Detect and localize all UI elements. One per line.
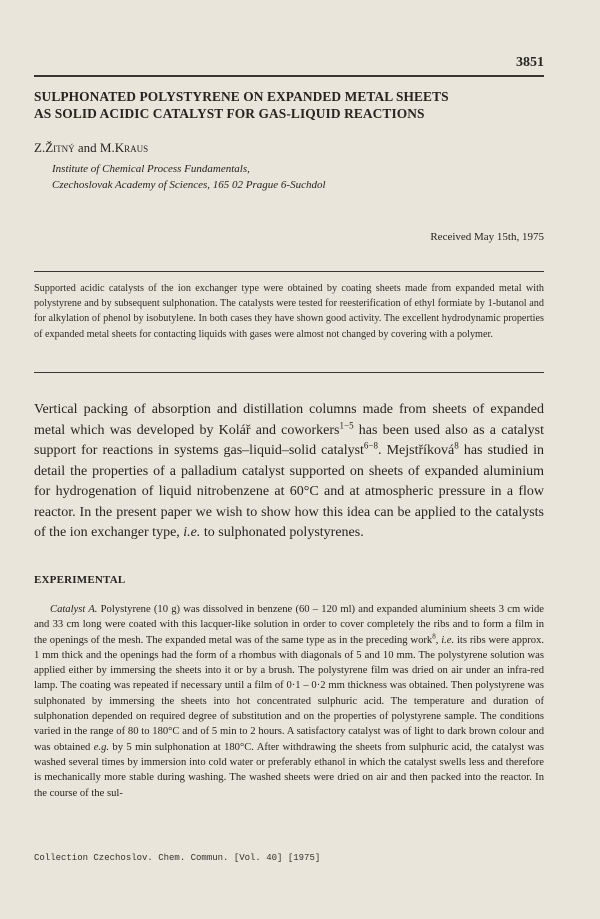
author-conjunction: and (74, 140, 100, 155)
abstract-rule-top (34, 271, 544, 272)
introduction-paragraph (34, 400, 544, 544)
abstract-text: Supported acidic catalysts of the ion exchanger type were obtained by coating sheets made from expanded metal with polystyrene and by subsequent sulphonation. The catalysts were tested for reesterification of ethyl formiate by 1-butanol and for alkylation of phenol by isobutylene. In both cases they have shown good activity. The excellent hydrodynamic properties of expanded metal sheets for contacting liquids with gases were almost not changed by covering with a polymer. (34, 283, 544, 340)
author-initial: M. (99, 140, 115, 155)
exp-italic: i.e. (441, 634, 455, 646)
title-line: SULPHONATED POLYSTYRENE ON EXPANDED METAL SHEETS (34, 89, 449, 104)
author-surname: Žitný (45, 140, 75, 155)
intro-text: to sulphonated polystyrenes. (200, 525, 364, 540)
intro-italic: i.e. (183, 525, 201, 540)
citation-ref: 8 (432, 632, 436, 641)
affiliation-line: Institute of Chemical Process Fundamentals, (52, 163, 250, 175)
introduction (34, 400, 544, 544)
abstract-rule-bottom (34, 372, 544, 373)
exp-text: Polystyrene (10 g) was dissolved in benzene (60 – 120 ml) and expanded aluminium sheets 3 cm wide and 33 cm long were coated with this lacquer-like solution in order to cover completely the ribs and to form a film in the openings of the mesh. The expanded metal was of the same type as in the preceding work (34, 604, 544, 646)
catalyst-label: Catalyst A. (50, 604, 98, 615)
exp-text: by 5 min sulphonation at 180°C. After withdrawing the sheets from sulphuric acid, the catalyst was washed several times by immersion into cold water or preferably ethanol in which the catalyst swells less and therefore is mechanically more stable during washing. The washed sheets were dried on air and then packed into the reactor. In the course of the sul- (34, 741, 544, 799)
title-line: AS SOLID ACIDIC CATALYST FOR GAS-LIQUID REACTIONS (34, 106, 425, 121)
abstract (34, 281, 544, 342)
intro-text: has been used also as a catalyst support for reactions in systems gas–liquid–solid catalyst (34, 422, 544, 458)
author-list (34, 140, 148, 156)
intro-text: Vertical packing of absorption and distillation columns made from sheets of expanded metal which was developed by Kolář and coworkers (34, 402, 544, 438)
author-initial: Z. (34, 140, 46, 155)
intro-text: has studied in detail the properties of a palladium catalyst supported on sheets of expanded aluminium for hydrogenation of liquid nitrobenzene at 60°C and at atmospheric pressure in a flow reactor. In the present paper we wish to show how this idea can be applied to the catalysts of the ion exchanger type, (34, 443, 545, 540)
journal-footer: Collection Czechoslov. Chem. Commun. [Vol. 40] [1975] (34, 853, 321, 863)
experimental-paragraph (34, 602, 544, 801)
affiliation-line: Czechoslovak Academy of Sciences, 165 02 Prague 6-Suchdol (52, 179, 326, 191)
section-heading: EXPERIMENTAL (34, 574, 126, 586)
article-title (34, 88, 554, 122)
citation-ref: 6−8 (363, 440, 378, 451)
experimental-section (34, 602, 544, 801)
citation-ref: 8 (454, 440, 459, 451)
affiliation (52, 161, 326, 193)
citation-ref: 1−5 (339, 419, 354, 430)
header-rule (34, 75, 544, 77)
received-date: Received May 15th, 1975 (430, 231, 544, 243)
author-surname: Kraus (114, 140, 149, 155)
exp-text: its ribs were approx. 1 mm thick and the openings had the form of a rhombus with diagonals of 5 and 10 mm. The polystyrene solution was applied either by immersing the sheets into it or by a brush. The polystyrene film was dried on air under an infra-red lamp. The coating was repeated if necessary until a film of 0·1 – 0·2 mm thickness was obtained. Then polystyrene was sulphonated by immersing the sheets into hot concentrated sulphuric acid. The temperature and duration of sulphonation depended on required degree of substitution and on the properties of polystyrene sample. The conditions varied in the range of 80 to 180°C and of 5 min to 2 hours. A satisfactory catalyst was of light to dark brown colour and was obtained (34, 634, 545, 753)
exp-text: , (435, 634, 442, 646)
exp-italic: e.g. (93, 741, 110, 753)
intro-text: . Mejstříková (378, 443, 455, 458)
page-number: 3851 (516, 55, 544, 70)
